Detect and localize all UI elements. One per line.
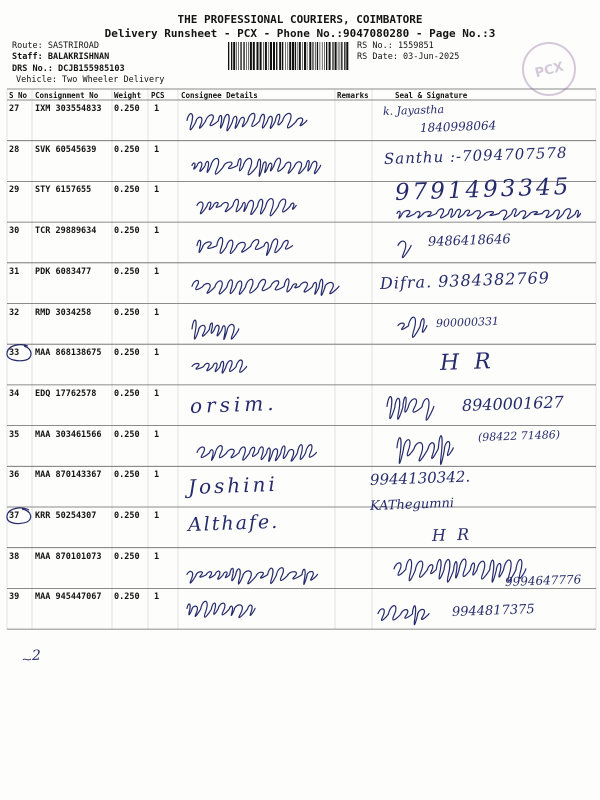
pcs-value: 1 [154,104,160,114]
handwritten-consignee-name [190,354,245,374]
handwritten-signature-note: KAThegumni [369,496,455,515]
handwritten-signature-note: 9944817375 [451,602,535,621]
row-serial-number: 27 [9,104,20,114]
col-header-sno: S No [9,91,28,100]
handwritten-signature-note: Santhu :-7094707578 [383,143,568,168]
row-serial-number: 29 [9,185,20,196]
stamp-lettering: PCX [533,59,566,82]
pcs-value: 1 [154,388,160,399]
weight-value: 0.250 [114,551,140,562]
row-serial-number: 32 [9,307,20,318]
handwritten-signature-note: 9944130342. [369,467,471,490]
row-serial-number: 38 [9,551,20,562]
pen-stroke [387,396,434,420]
row-serial-number: 36 [9,470,20,481]
col-header-pcs: PCS [151,91,165,100]
handwritten-consignee-name [190,275,335,293]
staff-label: Staff: BALAKRISHNAN [12,52,110,62]
col-header-weight: Weight [114,91,142,100]
handwritten-signature-scribble [395,428,460,460]
consignment-number: MAA 945447067 [35,592,102,603]
pen-stroke [23,659,31,660]
row-serial-number: 31 [9,266,20,277]
pcs-value: 1 [154,185,160,196]
consignment-number: MAA 868138675 [35,348,102,359]
weight-value: 0.250 [114,348,140,359]
handwritten-signature-note: Difra. 9384382769 [379,267,551,293]
handwritten-signature-note: H R [431,524,473,545]
pen-stroke [197,238,292,256]
row-serial-number: 35 [9,429,20,440]
handwritten-consignee-name [195,440,320,460]
weight-value: 0.250 [114,511,140,521]
rs-number: RS No.: 1559851 [357,41,434,51]
pcs-value: 1 [154,470,160,481]
consignment-number: SVK 60545639 [35,144,97,155]
weight-value: 0.250 [114,266,140,277]
handwritten-signature-note: 9486418646 [427,232,511,251]
handwritten-signature-scribble [396,228,418,256]
consignment-number: IXM 303554833 [35,104,102,114]
consignment-number: MAA 870143367 [35,470,102,481]
consignment-number: MAA 870101073 [35,551,102,562]
pcs-value: 1 [154,266,160,277]
row-serial-number: 28 [9,144,20,155]
handwritten-signature-scribble [376,600,428,622]
row-serial-number: 33 [9,348,20,359]
col-header-consignee: Consignee Details [181,91,258,100]
pcs-value: 1 [154,551,160,562]
handwritten-consignee-name: orsim. [189,390,278,418]
row-serial-number: 30 [9,226,20,237]
handwritten-signature-scribble [385,389,433,417]
consignment-number: TCR 29889634 [35,226,97,237]
handwritten-signature-note: 1840998064 [419,118,497,135]
rs-date: RS Date: 03-Jun-2025 [357,52,460,62]
col-header-remarks: Remarks [337,91,369,100]
handwritten-signature-note: 9791493345 [394,174,572,207]
margin-stroke [22,654,32,664]
handwritten-consignee-name [195,193,300,213]
pen-stroke [192,279,339,295]
consignment-number: KRR 50254307 [35,511,97,521]
weight-value: 0.250 [114,144,140,155]
handwritten-signature-scribble [396,312,432,334]
margin-note: 2 [31,647,42,664]
handwritten-consignee-name [195,232,295,254]
consignment-number: STY 6157655 [35,185,92,196]
consignment-number: EDQ 17762578 [35,388,97,399]
consignment-number: PDK 6083477 [35,266,92,277]
pcs-value: 1 [154,348,160,359]
handwritten-signature-note: H R [439,349,496,377]
pcs-value: 1 [154,144,160,155]
weight-value: 0.250 [114,226,140,237]
pen-stroke [197,444,316,461]
consignment-number: RMD 3034258 [35,307,92,318]
handwritten-signature-note: 9994647776 [504,572,582,589]
weight-value: 0.250 [114,388,140,399]
weight-value: 0.250 [114,104,140,114]
pcs-value: 1 [154,429,160,440]
route-label: Route: SASTRIROAD [12,41,99,51]
company-title: THE PROFESSIONAL COURIERS, COIMBATORE [177,13,423,26]
pcs-value: 1 [154,511,160,521]
pen-stroke [192,360,247,373]
pen-stroke [378,606,429,625]
weight-value: 0.250 [114,470,140,481]
row-serial-number: 39 [9,592,20,603]
row-serial-number: 34 [9,388,20,399]
consignment-number: MAA 303461566 [35,429,102,440]
handwritten-signature-scribble [392,554,532,578]
handwritten-consignee-name [185,108,305,128]
pen-stroke [187,602,255,618]
handwritten-signature-note: 8940001627 [461,392,565,415]
pen-stroke [187,567,317,584]
drs-number: DRS No.: DCJB155985103 [12,64,125,74]
col-header-consignment: Consignment No [35,91,99,100]
weight-value: 0.250 [114,429,140,440]
pen-stroke [398,241,411,258]
pcs-value: 1 [154,307,160,318]
vehicle-label: Vehicle: Two Wheeler Delivery [16,75,165,85]
pen-stroke [192,320,239,339]
handwritten-consignee-name [190,314,245,338]
handwritten-signature-scribble [395,206,585,218]
handwritten-consignee-name [185,596,260,616]
handwritten-consignee-name [185,562,320,582]
weight-value: 0.250 [114,307,140,318]
weight-value: 0.250 [114,185,140,196]
col-header-signature: Seal & Signature [395,91,468,100]
handwritten-consignee-name: Althafe. [187,510,280,536]
handwritten-signature-note: k. Jayastha [382,102,445,118]
runsheet-subtitle: Delivery Runsheet - PCX - Phone No.:9047080280 - Page No.:3 [104,27,496,40]
pcs-value: 1 [154,592,160,603]
handwritten-consignee-name: Joshini [187,472,279,500]
row-serial-number: 37 [9,511,20,521]
pcs-value: 1 [154,226,160,237]
weight-value: 0.250 [114,592,140,603]
handwritten-consignee-name [190,153,325,173]
handwritten-signature-note: (98422 71486) [477,427,561,444]
handwritten-signature-note: 900000331 [435,314,500,330]
